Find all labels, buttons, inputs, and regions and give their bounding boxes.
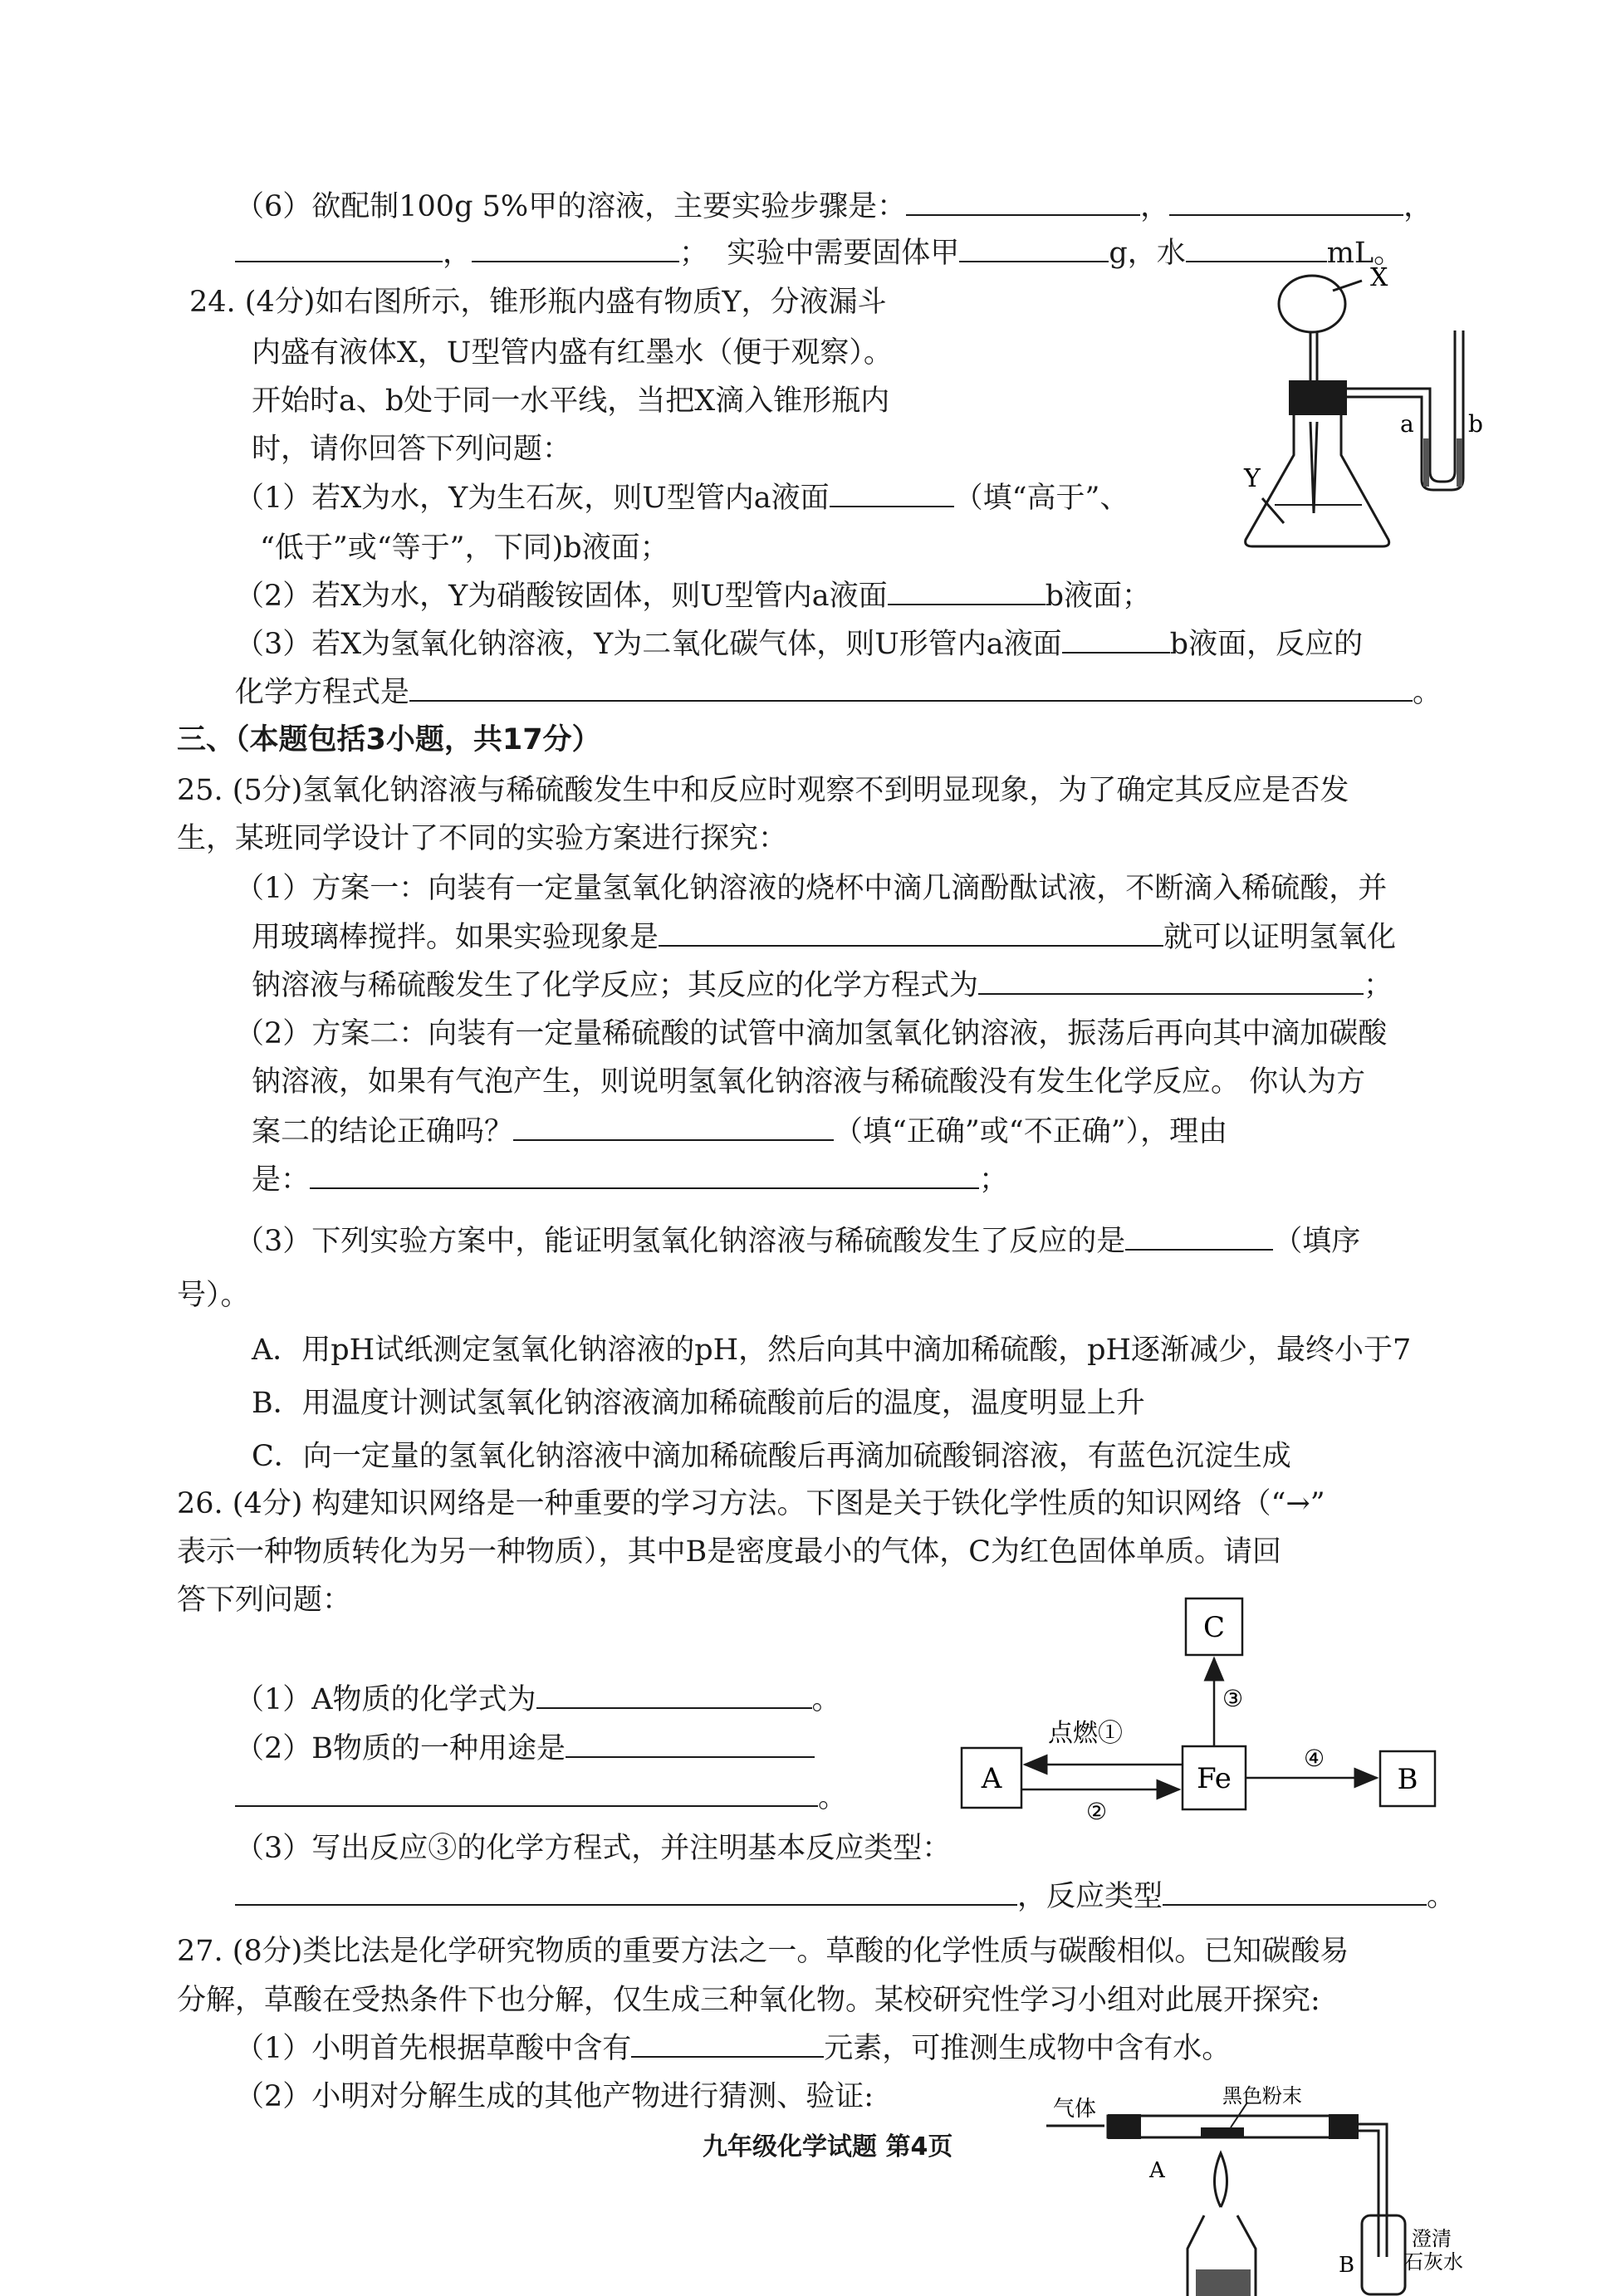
answer-blank[interactable]	[235, 1779, 818, 1807]
gas-label: 气体	[1053, 2097, 1097, 2122]
q24-intro3: 开始时a、b处于同一水平线，当把X滴入锥形瓶内	[252, 384, 890, 418]
q24-intro1: 24. (4分)如右图所示，锥形瓶内盛有物质Y，分液漏斗	[189, 286, 887, 319]
answer-blank[interactable]	[310, 1161, 979, 1189]
q26-part3: （3）写出反应③的化学方程式，并注明基本反应类型：	[235, 1832, 952, 1865]
section-heading: 三、（本题包括3小题，共17分）	[177, 723, 601, 756]
q25-s1d: 钠溶液与稀硫酸发生了化学反应；其反应的化学方程式为 ；	[252, 967, 1393, 1005]
q26-intro1: 26. (4分) 构建知识网络是一种重要的学习方法。下图是关于铁化学性质的知识网络（“→”	[177, 1487, 1325, 1520]
answer-blank[interactable]	[536, 1681, 812, 1709]
q25-s2e: 是： ；	[252, 1161, 1008, 1199]
answer-blank[interactable]	[1062, 625, 1170, 654]
answer-blank[interactable]	[978, 967, 1364, 995]
q27-apparatus-figure	[1038, 2084, 1463, 2296]
answer-blank[interactable]	[409, 673, 1413, 702]
a-label: a	[1400, 410, 1414, 438]
q26-intro3: 答下列问题：	[177, 1584, 352, 1617]
funnel-tip	[1310, 422, 1317, 513]
answer-blank[interactable]	[235, 234, 443, 262]
q27-intro1: 27. (8分)类比法是化学研究物质的重要方法之一。草酸的化学性质与碳酸相似。已知碳酸易	[177, 1935, 1349, 1968]
black-powder-label: 黑色粉末	[1222, 2084, 1302, 2108]
lamp-base	[1196, 2269, 1251, 2296]
edge-2-label: ②	[1086, 1798, 1108, 1825]
q25-s2b: 钠溶液，如果有气泡产生，则说明氢氧化钠溶液与稀硫酸没有发生化学反应。 你认为方	[252, 1065, 1366, 1099]
limewater-label-1: 澄清	[1412, 2227, 1452, 2250]
lamp-flame	[1215, 2153, 1227, 2207]
q23-line1: （6）欲配制100g 5%甲的溶液，主要实验步骤是： ， ，	[235, 188, 1432, 226]
q24-part1: （1）若X为水，Y为生石灰，则U型管内a液面 （填“高于”、	[235, 479, 1129, 517]
black-powder	[1201, 2127, 1244, 2137]
q24-part3-eq: 化学方程式是 。	[235, 673, 1442, 712]
funnel-bulb	[1279, 276, 1345, 332]
node-b-label: B	[1397, 1763, 1418, 1796]
side-tube	[1335, 330, 1463, 490]
q23-line2: ， ； 实验中需要固体甲 g，水 mL。	[235, 234, 1403, 272]
q24-intro2: 内盛有液体X，U型管内盛有红墨水（便于观察）。	[252, 336, 893, 370]
q25-s3a: （3）下列实验方案中，能证明氢氧化钠溶液与稀硫酸发生了反应的是 （填序	[235, 1222, 1360, 1261]
b-label: b	[1468, 410, 1483, 438]
q25-option-b: B．用温度计测试氢氧化钠溶液滴加稀硫酸前后的温度，温度明显上升	[252, 1387, 1145, 1420]
q25-s2a: （2）方案二：向装有一定量稀硫酸的试管中滴加氢氧化钠溶液，振荡后再向其中滴加碳酸	[235, 1017, 1388, 1050]
edge-1-label: 点燃①	[1048, 1719, 1123, 1748]
iron-network-diagram	[955, 1582, 1486, 1831]
q26-part2: （2）B物质的一种用途是	[235, 1730, 815, 1768]
limewater-label-2: 石灰水	[1403, 2250, 1463, 2274]
y-pointer	[1262, 498, 1284, 523]
funnel-stem	[1310, 332, 1317, 380]
q25-intro1: 25. (5分)氢氧化钠溶液与稀硫酸发生中和反应时观察不到明显现象，为了确定其反应是否发	[177, 774, 1349, 807]
q24-part1-cont: “低于”或“等于”，下同)b液面；	[260, 531, 669, 565]
answer-blank[interactable]	[631, 2029, 824, 2058]
node-fe-label: Fe	[1197, 1762, 1232, 1795]
node-c-label: C	[1202, 1611, 1226, 1644]
q27-intro2: 分解，草酸在受热条件下也分解，仅生成三种氧化物。某校研究性学习小组对此展开探究:	[177, 1984, 1320, 2017]
q25-option-a: A．用pH试纸测定氢氧化钠溶液的pH，然后向其中滴加稀硫酸，pH逐渐减少，最终小于7	[252, 1334, 1412, 1367]
right-stopper	[1329, 2114, 1359, 2139]
tube-a-label: A	[1149, 2158, 1165, 2183]
q25-option-c: C．向一定量的氢氧化钠溶液中滴加稀硫酸后再滴加硫酸铜溶液，有蓝色沉淀生成	[252, 1440, 1291, 1473]
q23-text: （6）欲配制100g 5%甲的溶液，主要实验步骤是：	[235, 190, 907, 223]
q26-part1: （1）A物质的化学式为 。	[235, 1681, 841, 1719]
q24-apparatus-figure	[1237, 264, 1486, 563]
answer-blank[interactable]	[566, 1730, 815, 1758]
answer-blank[interactable]	[906, 188, 1140, 216]
edge-4-label: ④	[1304, 1745, 1325, 1772]
answer-blank[interactable]	[472, 234, 679, 262]
q25-s3c: 号）。	[177, 1279, 250, 1312]
answer-blank[interactable]	[1125, 1222, 1273, 1251]
q25-s1b: 用玻璃棒搅拌。如果实验现象是 就可以证明氢氧化	[252, 918, 1396, 957]
answer-blank[interactable]	[659, 918, 1163, 947]
red-ink-left	[1423, 438, 1429, 487]
q25-s2c: 案二的结论正确吗？ （填“正确”或“不正确”），理由	[252, 1113, 1227, 1151]
q25-s1a: （1）方案一：向装有一定量氢氧化钠溶液的烧杯中滴几滴酚酞试液，不断滴入稀硫酸，并	[235, 872, 1388, 905]
q24-part2: （2）若X为水，Y为硝酸铵固体，则U型管内a液面 b液面；	[235, 577, 1151, 615]
left-stopper	[1108, 2114, 1141, 2139]
answer-blank[interactable]	[830, 479, 954, 507]
answer-blank[interactable]	[1163, 1877, 1427, 1906]
page-footer: 九年级化学试题 第4页	[703, 2132, 953, 2161]
answer-blank[interactable]	[235, 1877, 1017, 1906]
y-label: Y	[1244, 464, 1261, 493]
edge-3-label: ③	[1222, 1685, 1244, 1712]
q24-part3: （3）若X为氢氧化钠溶液，Y为二氧化碳气体，则U形管内a液面 b液面，反应的	[235, 625, 1363, 663]
q27-part1: （1）小明首先根据草酸中含有 元素，可推测生成物中含有水。	[235, 2029, 1231, 2068]
q25-intro2: 生，某班同学设计了不同的实验方案进行探究：	[177, 822, 788, 855]
q26-part3-eq: ，反应类型 。	[235, 1877, 1456, 1916]
answer-blank[interactable]	[1186, 234, 1327, 262]
x-label: X	[1370, 263, 1388, 292]
tube-b-label: B	[1339, 2253, 1355, 2278]
q27-part2: （2）小明对分解生成的其他产物进行猜测、验证:	[235, 2080, 874, 2113]
answer-blank[interactable]	[959, 234, 1109, 262]
rubber-stopper	[1289, 380, 1347, 415]
answer-blank[interactable]	[888, 577, 1046, 605]
answer-blank[interactable]	[513, 1113, 834, 1141]
q26-part2-cont: 。	[235, 1779, 847, 1817]
q26-intro2: 表示一种物质转化为另一种物质），其中B是密度最小的气体，C为红色固体单质。请回	[177, 1535, 1282, 1569]
test-tube-b	[1362, 2215, 1405, 2294]
node-a-label: A	[981, 1762, 1002, 1795]
red-ink-right	[1457, 438, 1462, 487]
q24-intro4: 时，请你回答下列问题：	[252, 433, 572, 466]
answer-blank[interactable]	[1169, 188, 1403, 216]
